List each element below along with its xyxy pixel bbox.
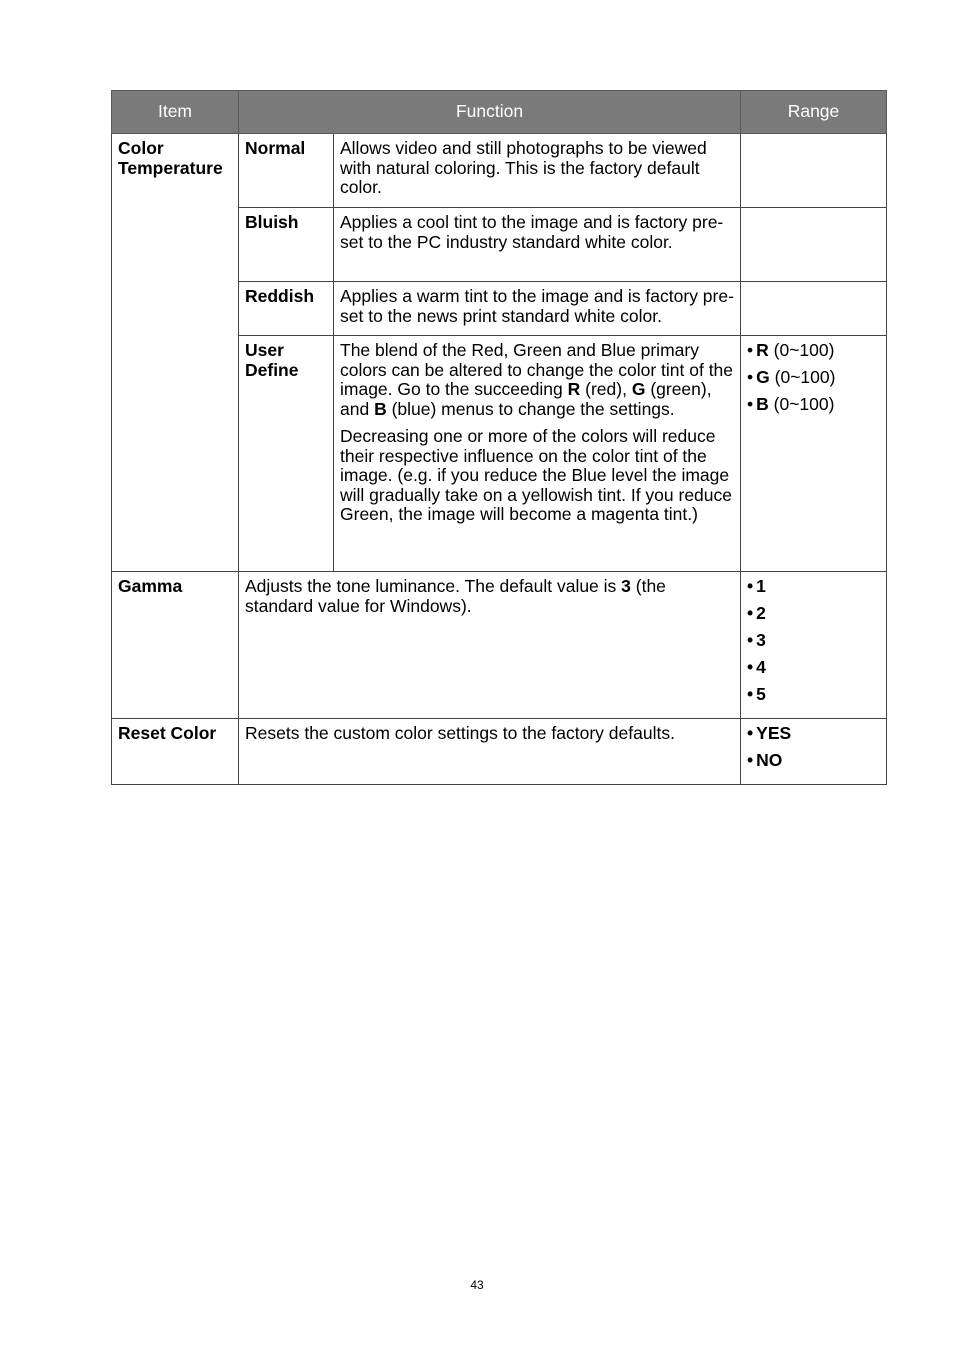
option-bluish: Bluish <box>239 208 334 282</box>
range-item-gamma-4: • 4 <box>747 657 766 677</box>
table-row <box>112 719 887 785</box>
item-reset-color: Reset Color <box>112 719 239 785</box>
range-item-yes: • YES <box>747 723 792 743</box>
table-header-row <box>112 91 887 134</box>
range-gamma <box>741 572 887 719</box>
item-gamma: Gamma <box>112 572 239 719</box>
range-item-g: • G (0~100) <box>747 367 836 387</box>
range-item-gamma-3: • 3 <box>747 630 766 650</box>
item-color-temperature: Color Temperature <box>112 134 239 572</box>
description-gamma: Adjusts the tone luminance. The default value is 3 (the standard value for Windows). <box>239 572 741 719</box>
settings-table <box>111 90 887 785</box>
description-user-define <box>334 336 741 572</box>
range-item-b: • B (0~100) <box>747 394 835 414</box>
description-reddish: Applies a warm tint to the image and is factory pre-set to the news print standard white color. <box>334 282 741 336</box>
table-row <box>112 134 887 208</box>
header-range: Range <box>741 91 887 134</box>
range-item-gamma-1: • 1 <box>747 576 766 596</box>
description-normal: Allows video and still photographs to be viewed with natural coloring. This is the factory default color. <box>334 134 741 208</box>
user-define-paragraph-2: Decreasing one or more of the colors will reduce their respective influence on the color tint of the image. (e.g. if you reduce the Blue level the image will gradually take on a yellowish tint. If you reduce Green, the image will become a magenta tint.) <box>340 426 733 524</box>
range-item-no: • NO <box>747 750 783 770</box>
range-item-gamma-2: • 2 <box>747 603 766 623</box>
description-bluish: Applies a cool tint to the image and is factory pre-set to the PC industry standard white color. <box>334 208 741 282</box>
page-number: 43 <box>470 1278 484 1292</box>
description-reset-color: Resets the custom color settings to the factory defaults. <box>239 719 741 785</box>
option-normal: Normal <box>239 134 334 208</box>
header-function: Function <box>239 91 741 134</box>
table-row <box>112 572 887 719</box>
range-reddish <box>741 282 887 336</box>
header-item: Item <box>112 91 239 134</box>
range-bluish <box>741 208 887 282</box>
range-item-gamma-5: • 5 <box>747 684 766 704</box>
option-reddish: Reddish <box>239 282 334 336</box>
range-item-r: • R (0~100) <box>747 340 835 360</box>
range-normal <box>741 134 887 208</box>
user-define-paragraph-1: The blend of the Red, Green and Blue primary colors can be altered to change the color tint of the image. Go to the succeeding R (red), G (green), and B (blue) menus to change the settings. <box>340 340 734 419</box>
option-user-define: User Define <box>239 336 334 572</box>
range-reset-color <box>741 719 887 785</box>
range-user-define <box>741 336 887 572</box>
